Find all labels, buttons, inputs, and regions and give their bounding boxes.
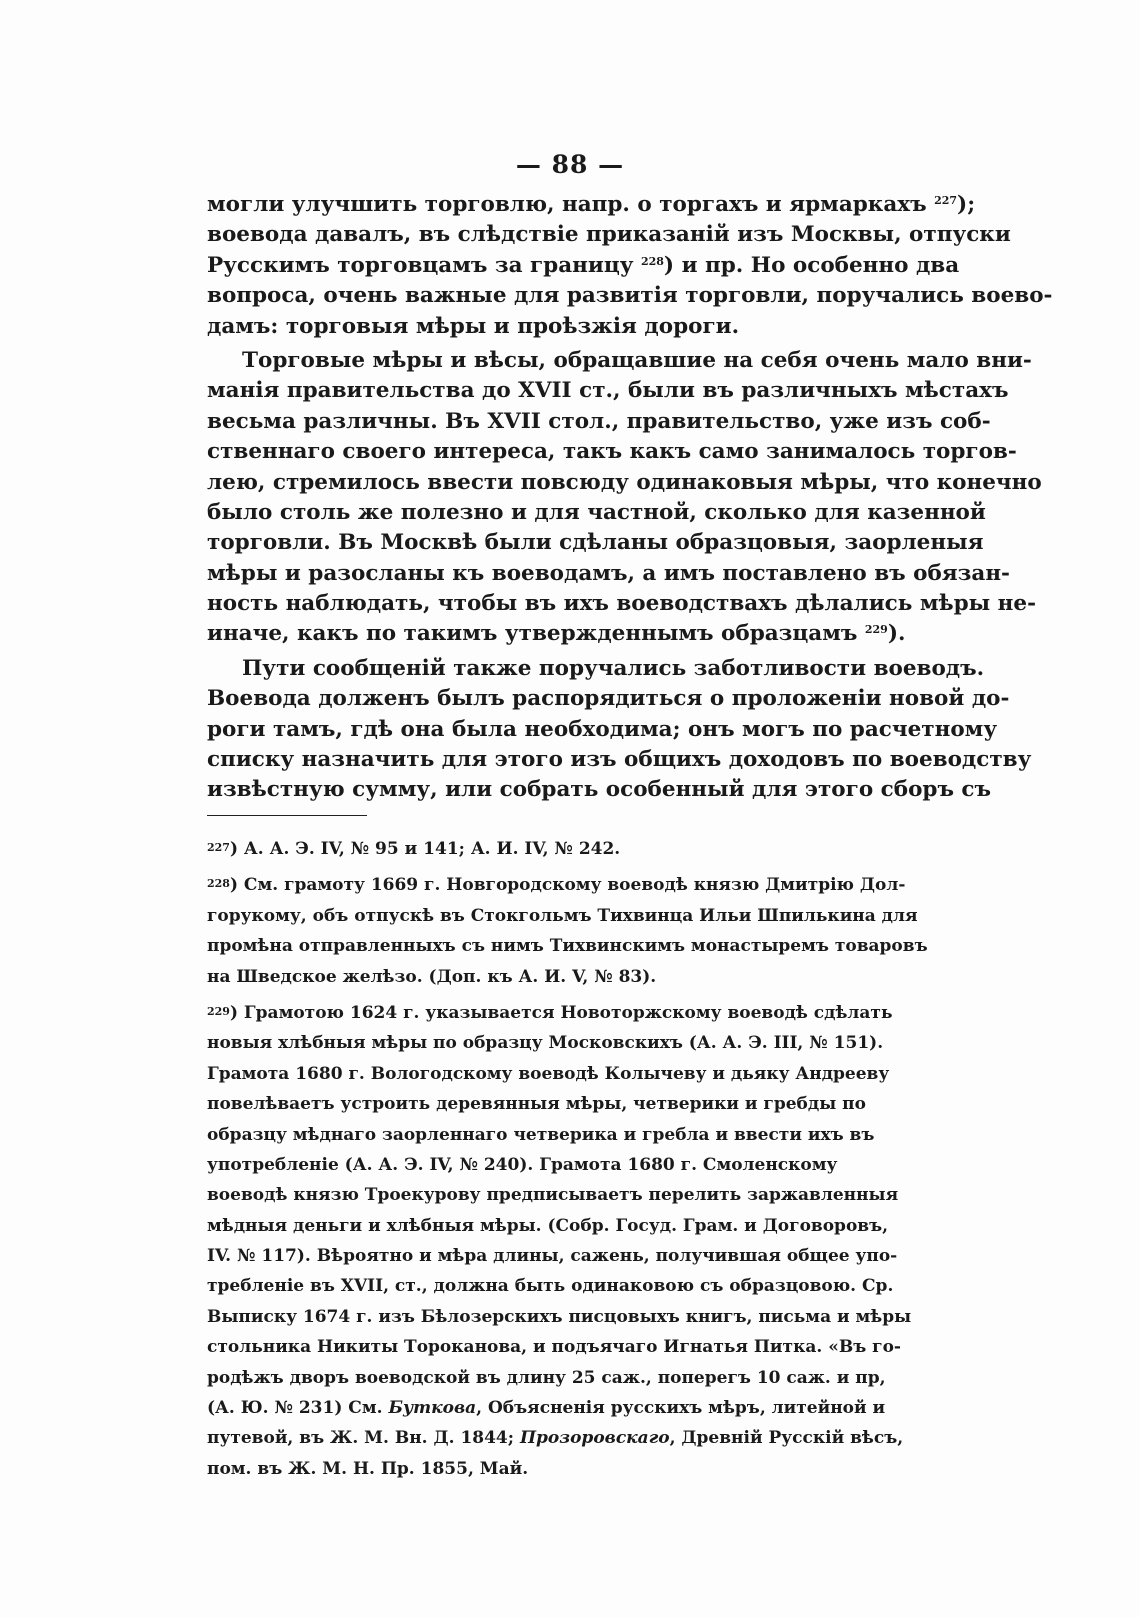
footnote-line: стольника Никиты Тороканова, и подъячаго Игнатья Питка. «Въ го- <box>207 1337 901 1358</box>
footnote-229: $^{229}$) Грамотою 1624 г. указывается Новоторжскому воеводѣ сдѣлать <box>207 1002 893 1023</box>
footnote-line: Грамота 1680 г. Вологодскому воеводѣ Колычеву и дьяку Андрееву <box>207 1063 890 1084</box>
main-text <box>207 190 1053 806</box>
footnote-line: мѣдныя деньги и хлѣбныя мѣры. (Собр. Госуд. Грам. и Договоровъ, <box>207 1215 889 1236</box>
text-line: ность наблюдать, чтобы въ ихъ воеводствахъ дѣлались мѣры не- <box>207 591 1037 617</box>
footnote-line: (А. Ю. № 231) См. Буткова, Объясненія русскихъ мѣръ, литейной и <box>207 1398 886 1419</box>
footnote-ref-229[interactable]: 229 <box>864 623 888 637</box>
footnote-line: на Шведское желѣзо. (Доп. къ А. И. V, № 83). <box>207 966 657 987</box>
footnote-line: путевой, въ Ж. М. Вн. Д. 1844; Прозоровскаго, Древній Русскій вѣсъ, <box>207 1428 904 1449</box>
page-number: — 88 — <box>515 150 625 179</box>
text-line: роги тамъ, гдѣ она была необходима; онъ могъ по расчетному <box>207 716 998 742</box>
footnote-line: повелѣваетъ устроить деревянныя мѣры, четверики и гребды по <box>207 1094 866 1115</box>
footnote-227: $^{227}$) А. А. Э. IV, № 95 и 141; А. И. IV, № 242. <box>207 839 621 859</box>
text-line: дамъ: торговыя мѣры и проѣзжія дороги. <box>207 313 740 339</box>
text-line: извѣстную сумму, или собрать особенный для этого сборъ съ <box>207 777 992 803</box>
footnote-line: употребленіе (А. А. Э. IV, № 240). Грамота 1680 г. Смоленскому <box>207 1154 838 1175</box>
footnote-line: пом. въ Ж. М. Н. Пр. 1855, Май. <box>207 1458 529 1479</box>
footnote-line: новыя хлѣбныя мѣры по образцу Московскихъ (А. А. Э. III, № 151). <box>207 1033 884 1054</box>
footnote-divider <box>207 815 367 816</box>
text-line: лею, стремилось ввести повсюду одинаковыя мѣры, что конечно <box>207 469 1042 495</box>
text-line: Русскимъ торговцамъ за границу $^{228}$) и пр. Но особенно два <box>207 252 960 278</box>
footnotes <box>207 837 932 1487</box>
footnote-line: горукому, объ отпускѣ въ Стокгольмъ Тихвинца Ильи Шпилькина для <box>207 905 918 926</box>
footnote-line: воеводѣ князю Троекурову предписываетъ перелить заржавленныя <box>207 1185 899 1206</box>
text-line: списку назначить для этого изъ общихъ доходовъ по воеводству <box>207 747 1032 773</box>
footnote-mark: 228 <box>207 877 230 891</box>
text-line: мѣры и разосланы къ воеводамъ, а имъ поставлено въ обязан- <box>207 560 1010 586</box>
footnote-mark: 229 <box>207 1004 230 1018</box>
text-line: ственнаго своего интереса, такъ какъ само занималось торгов- <box>207 439 1017 465</box>
text-line: Пути сообщеній также поручались заботливости воеводъ. <box>242 655 985 681</box>
text-line: было столь же полезно и для частной, сколько для казенной <box>207 499 986 525</box>
text-line: торговли. Въ Москвѣ были сдѣланы образцовыя, заорленыя <box>207 530 984 556</box>
footnote-line: родѣжъ дворъ воеводской въ длину 25 саж., поперегъ 10 саж. и пр, <box>207 1367 886 1388</box>
text-line: манія правительства до XVII ст., были въ различныхъ мѣстахъ <box>207 378 1009 404</box>
footnote-line: образцу мѣднаго заорленнаго четверика и гребла и ввести ихъ въ <box>207 1124 875 1145</box>
footnote-228: $^{228}$) См. грамоту 1669 г. Новгородскому воеводѣ князю Дмитрію Дол- <box>207 875 906 896</box>
footnote-ref-228[interactable]: 228 <box>640 254 664 268</box>
text-line: вопроса, очень важные для развитія торговли, поручались воево- <box>207 283 1053 309</box>
text-line: Воевода долженъ былъ распорядиться о проложеніи новой до- <box>207 686 1010 712</box>
author-name: Прозоровскаго <box>519 1428 670 1449</box>
footnote-line: требленіе въ XVII, ст., должна быть одинаковою съ образцовою. Ср. <box>207 1276 894 1297</box>
footnote-line: IV. № 117). Вѣроятно и мѣра длины, сажень, получившая общее упо- <box>207 1246 898 1267</box>
footnote-line: Выписку 1674 г. изъ Бѣлозерскихъ писцовыхъ книгъ, письма и мѣры <box>207 1306 912 1327</box>
text-line: Торговые мѣры и вѣсы, обращавшие на себя очень мало вни- <box>242 347 1032 373</box>
footnote-mark: 227 <box>207 841 230 854</box>
footnote-ref-227[interactable]: 227 <box>934 194 958 207</box>
text-line: могли улучшить торговлю, напр. о торгахъ и ярмаркахъ $^{227}$); <box>207 192 976 217</box>
footnote-line: промѣна отправленныхъ съ нимъ Тихвинскимъ монастыремъ товаровъ <box>207 936 928 957</box>
author-name: Буткова <box>388 1398 477 1419</box>
text-line: воевода давалъ, въ слѣдствіе приказаній изъ Москвы, отпуски <box>207 222 1011 248</box>
text-line: иначе, какъ по такимъ утвержденнымъ образцамъ $^{229}$). <box>207 621 906 647</box>
text-line: весьма различны. Въ XVII стол., правительство, уже изъ соб- <box>207 408 991 434</box>
